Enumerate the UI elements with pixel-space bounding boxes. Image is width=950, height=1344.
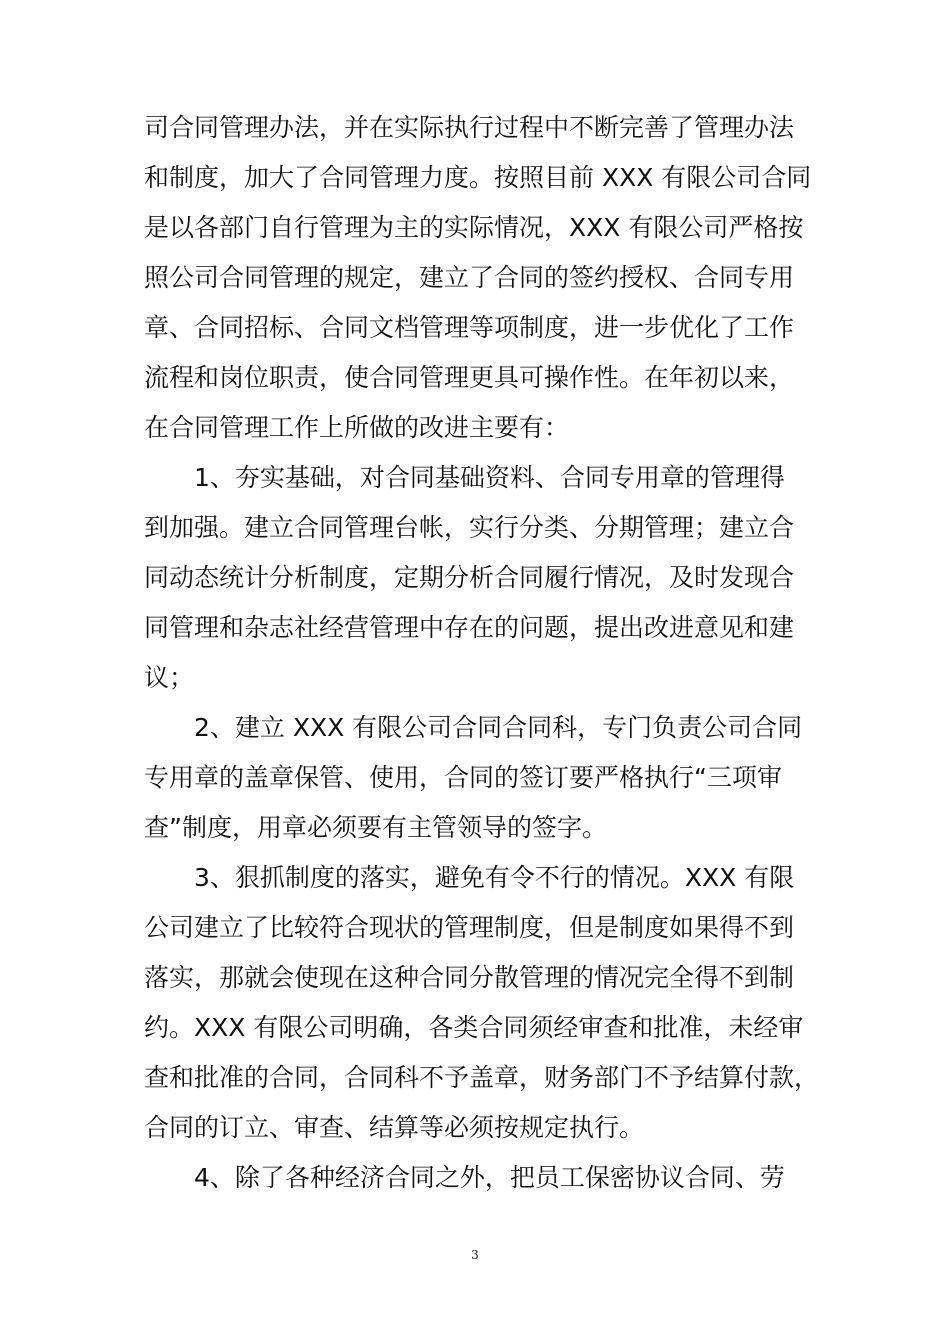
text-line: 公司建立了比较符合现状的管理制度，但是制度如果得不到 xyxy=(144,913,795,942)
text-line: 同动态统计分析制度，定期分析合同履行情况，及时发现合 xyxy=(144,563,795,592)
paragraph-first-line: 3、狠抓制度的落实，避免有令不行的情况。XXX 有限 xyxy=(194,863,795,892)
text-line: 专用章的盖章保管、使用，合同的签订要严格执行“三项审 xyxy=(144,763,782,792)
text-line: 同管理和杂志社经营管理中存在的问题，提出改进意见和建 xyxy=(144,613,795,642)
text-line: 是以各部门自行管理为主的实际情况，XXX 有限公司严格按 xyxy=(144,213,804,242)
text-line: 落实，那就会使现在这种合同分散管理的情况完全得不到制 xyxy=(144,963,795,992)
text-line: 到加强。建立合同管理台帐，实行分类、分期管理；建立合 xyxy=(144,513,795,542)
text-line: 流程和岗位职责，使合同管理更具可操作性。在年初以来， xyxy=(144,363,795,392)
text-line: 照公司合同管理的规定，建立了合同的签约授权、合同专用 xyxy=(144,263,795,292)
text-line: 章、合同招标、合同文档管理等项制度，进一步优化了工作 xyxy=(144,313,795,342)
text-line: 在合同管理工作上所做的改进主要有： xyxy=(144,413,570,442)
text-line: 合同的订立、审查、结算等必须按规定执行。 xyxy=(144,1113,645,1142)
text-line: 和制度，加大了合同管理力度。按照目前 XXX 有限公司合同 xyxy=(144,163,812,192)
text-line: 议； xyxy=(144,663,195,692)
text-line: 约。XXX 有限公司明确，各类合同须经审查和批准，未经审 xyxy=(144,1013,804,1042)
body-text xyxy=(144,103,824,1203)
text-line: 查和批准的合同，合同科不予盖章，财务部门不予结算付款， xyxy=(144,1063,820,1092)
text-line: 查”制度，用章必须要有主管领导的签字。 xyxy=(144,813,607,842)
paragraph-first-line: 4、除了各种经济合同之外，把员工保密协议合同、劳 xyxy=(194,1163,785,1192)
paragraph-first-line: 1、夯实基础，对合同基础资料、合同专用章的管理得 xyxy=(194,463,785,492)
text-line: 司合同管理办法，并在实际执行过程中不断完善了管理办法 xyxy=(144,113,795,142)
page-number: 3 xyxy=(471,1248,479,1262)
paragraph-first-line: 2、建立 XXX 有限公司合同合同科，专门负责公司合同 xyxy=(194,713,803,742)
